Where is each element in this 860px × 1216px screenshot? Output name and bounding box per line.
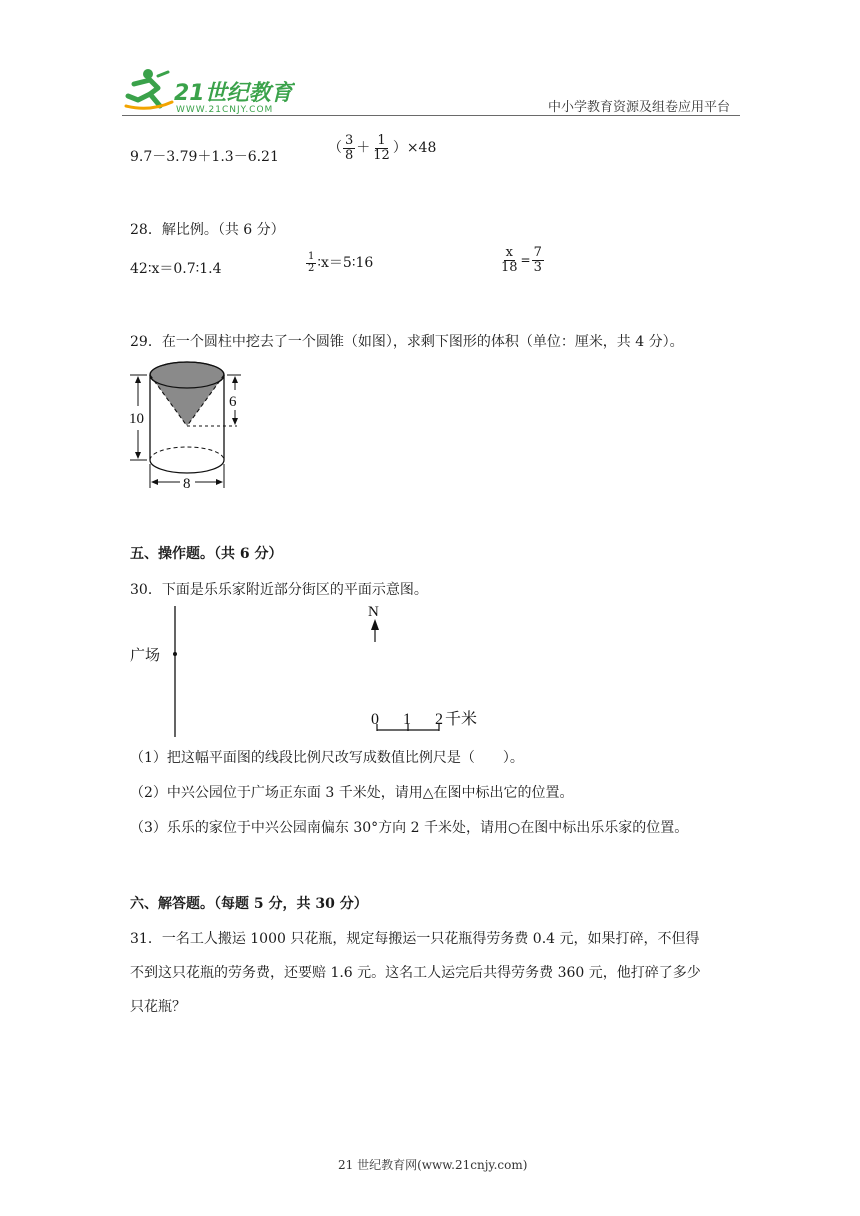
calc-expr-1: 9.7－3.79＋1.3－6.21 xyxy=(130,149,279,165)
calc-expr-2: （ $\frac{3}{8}$ ＋ $\frac{1}{12}$ ）×48 xyxy=(328,133,437,163)
label-diameter: 8 xyxy=(183,476,191,492)
fraction: $\frac{1}{12}$ xyxy=(373,133,390,163)
section-5-title: 五、操作题。（共 6 分） xyxy=(130,546,283,562)
scale-1: 1 xyxy=(403,711,411,728)
q30-sub-1: （1）把这幅平面图的线段比例尺改写成数值比例尺是（ ）。 xyxy=(130,750,524,766)
q29-title: 29．在一个圆柱中挖去了一个圆锥（如图），求剩下图形的体积（单位：厘米，共 4 分）。 xyxy=(130,334,684,350)
fraction: $\frac{x}{18}$ xyxy=(501,245,518,275)
q28-equation-2: $\frac{1}{2}$ ∶x＝5∶16 xyxy=(308,251,374,274)
north-arrow-icon xyxy=(371,619,379,642)
fraction: $\frac{7}{3}$ xyxy=(533,245,542,275)
label-cone-height: 6 xyxy=(229,394,237,410)
header-divider xyxy=(122,115,740,116)
q28-title: 28．解比例。（共 6 分） xyxy=(130,222,285,238)
scale-unit: 千米 xyxy=(445,711,478,728)
street-map xyxy=(125,600,505,742)
q28-equation-1: 42∶x＝0.7∶1.4 xyxy=(130,261,222,277)
fraction: $\frac{3}{8}$ xyxy=(345,133,354,163)
map-place-label: 广场 xyxy=(130,648,161,664)
q30-sub-3: （3）乐乐的家位于中兴公园南偏东 30°方向 2 千米处，请用○在图中标出乐乐家的位置。 xyxy=(130,820,689,836)
q30-sub-2: （2）中兴公园位于广场正东面 3 千米处，请用△在图中标出它的位置。 xyxy=(130,785,574,801)
north-label: N xyxy=(368,604,379,620)
q31-line-1: 31．一名工人搬运 1000 只花瓶，规定每搬运一只花瓶得劳务费 0.4 元，如果打碎，不但得 xyxy=(130,931,700,947)
section-6-title: 六、解答题。（每题 5 分，共 30 分） xyxy=(130,896,368,912)
cylinder-cone-figure xyxy=(125,358,255,493)
footer-text: 21 世纪教育网(www.21cnjy.com) xyxy=(338,1158,528,1172)
logo-text: 21世纪教育 xyxy=(174,81,293,106)
logo xyxy=(120,66,295,116)
logo-url: WWW.21CNJY.COM xyxy=(176,105,274,115)
fraction: $\frac{1}{2}$ xyxy=(308,251,315,274)
runner-icon xyxy=(126,69,172,108)
scale-0: 0 xyxy=(371,711,379,728)
q30-title: 30．下面是乐乐家附近部分街区的平面示意图。 xyxy=(130,582,428,598)
q31-line-2: 不到这只花瓶的劳务费，还要赔 1.6 元。这名工人运完后共得劳务费 360 元，他打碎了多少 xyxy=(130,965,701,981)
header-right-text: 中小学教育资源及组卷应用平台 xyxy=(548,100,731,115)
q28-equation-3: $\frac{x}{18}$ = $\frac{7}{3}$ xyxy=(501,245,542,275)
label-height: 10 xyxy=(129,411,144,427)
scale-2: 2 xyxy=(435,711,443,728)
q31-line-3: 只花瓶？ xyxy=(130,999,186,1015)
